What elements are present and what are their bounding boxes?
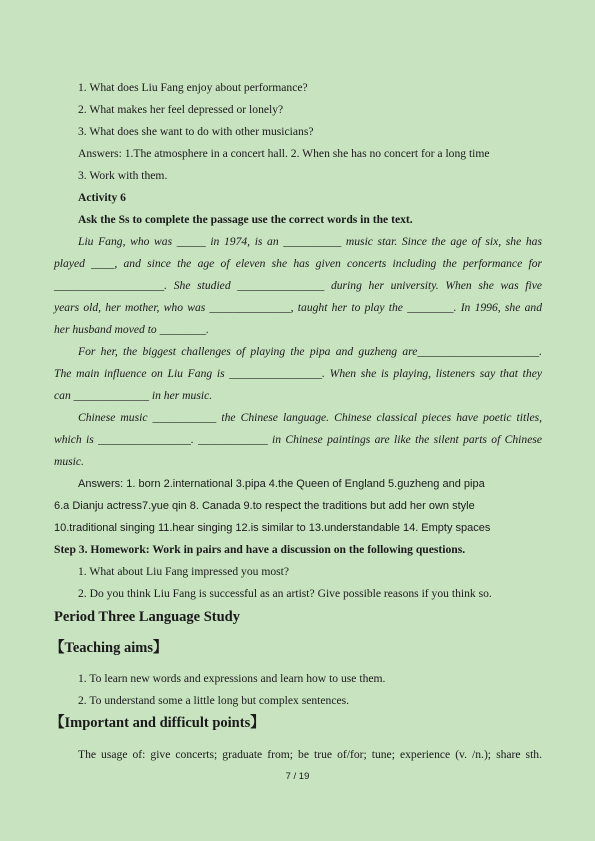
teaching-aims-title: 【Teaching aims】	[50, 640, 168, 656]
homework-2: 2. Do you think Liu Fang is successful as an artist? Give possible reasons if you think so.	[78, 587, 492, 600]
passage-line-8: can _____________ in her music.	[54, 389, 213, 402]
important-points-title: 【Important and difficult points】	[50, 715, 265, 731]
question-3: 3. What does she want to do with other musicians?	[78, 125, 314, 138]
answers-line-1: Answers: 1.The atmosphere in a concert hall. 2. When she has no concert for a long time	[78, 147, 490, 160]
answers-line-2: 3. Work with them.	[78, 169, 168, 182]
passage-line-3: ___________________. She studied _______________ during her university. When she was five	[54, 279, 542, 292]
passage-line-6: For her, the biggest challenges of playing the pipa and guzheng are_____________________.	[78, 345, 542, 358]
homework-1: 1. What about Liu Fang impressed you most?	[78, 565, 290, 578]
passage-answers-1: Answers: 1. born 2.international 3.pipa 4.the Queen of England 5.guzheng and pipa	[78, 478, 485, 490]
passage-line-11: music.	[54, 455, 84, 468]
activity-title: Activity 6	[78, 191, 126, 204]
passage-line-2: played ____, and since the age of eleven she has given concerts including the performance for	[54, 257, 542, 270]
question-2: 2. What makes her feel depressed or lonely?	[78, 103, 284, 116]
passage-line-5: her husband moved to ________.	[54, 323, 209, 336]
important-points-text: The usage of: give concerts; graduate from; be true of/for; tune; experience (v. /n.); share sth.	[78, 748, 542, 761]
activity-instruction: Ask the Ss to complete the passage use the correct words in the text.	[78, 213, 413, 226]
question-1: 1. What does Liu Fang enjoy about performance?	[78, 81, 308, 94]
passage-answers-3: 10.traditional singing 11.hear singing 12.is similar to 13.understandable 14. Empty spaces	[54, 522, 491, 534]
page-number: 7 / 19	[285, 771, 310, 782]
passage-line-4: years old, her mother, who was ______________, taught her to play the ________. In 1996, she and	[54, 301, 542, 314]
step3-title: Step 3. Homework: Work in pairs and have a discussion on the following questions.	[54, 543, 466, 556]
passage-line-7: The main influence on Liu Fang is ________________. When she is playing, listeners say that they	[54, 367, 542, 380]
passage-line-9: Chinese music ___________ the Chinese language. Chinese classical pieces have poetic titles,	[78, 411, 542, 424]
passage-line-10: which is ________________. ____________ in Chinese paintings are like the silent parts of Chinese	[54, 433, 542, 446]
passage-line-1: Liu Fang, who was _____ in 1974, is an __________ music star. Since the age of six, she has	[78, 235, 542, 248]
teaching-aim-1: 1. To learn new words and expressions and learn how to use them.	[78, 672, 386, 685]
passage-answers-2: 6.a Dianju actress7.yue qin 8. Canada 9.to respect the traditions but add her own style	[54, 500, 475, 512]
teaching-aim-2: 2. To understand some a little long but complex sentences.	[78, 694, 350, 707]
period-title: Period Three Language Study	[54, 609, 240, 625]
